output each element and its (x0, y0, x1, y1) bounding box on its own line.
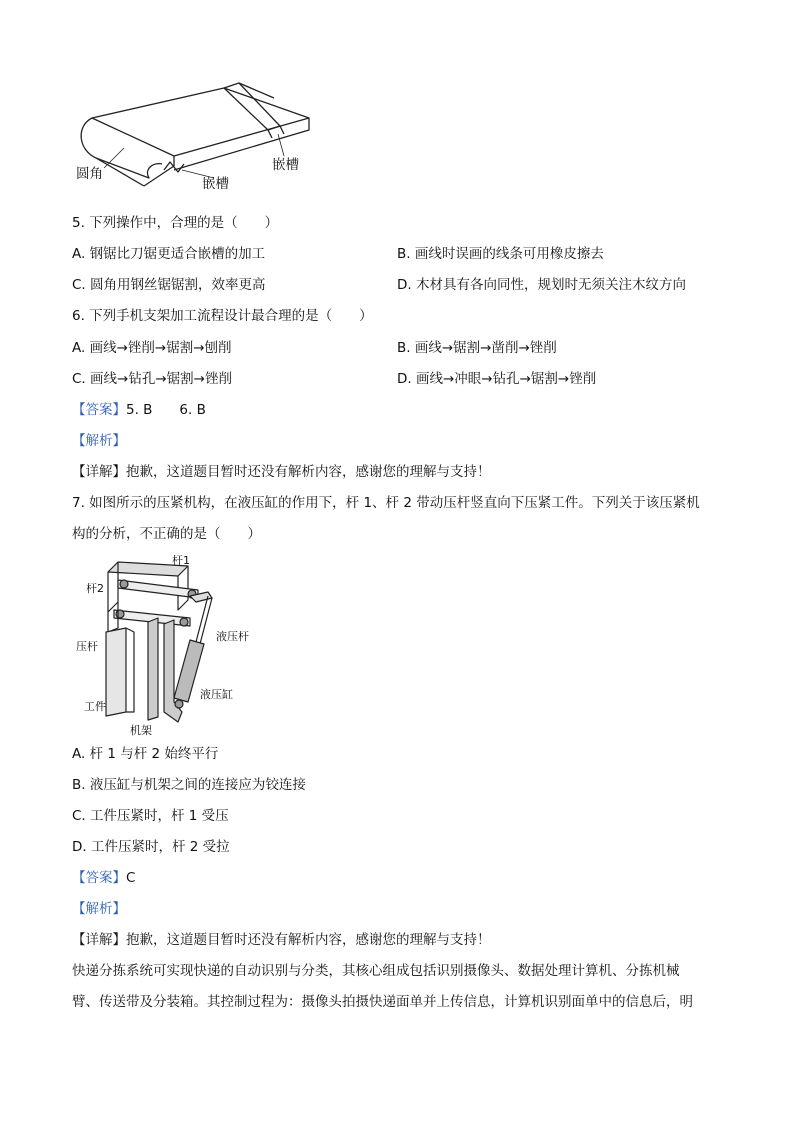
q7-option-d: D. 工件压紧时，杆 2 受拉 (72, 839, 230, 855)
detail7-text: 抱歉，这道题目暂时还没有解析内容，感谢您的理解与支持！ (126, 932, 491, 948)
q6-option-d: D. 画线→冲眼→钻孔→锯割→锉削 (397, 371, 597, 387)
answer-text: 5. B 6. B (126, 402, 206, 418)
answer-tag: 【答案】 (72, 402, 126, 418)
detail-7 (72, 931, 491, 949)
answer-5-6 (72, 401, 206, 419)
fig2-label-workpiece: 工件 (84, 700, 106, 713)
q5-option-b: B. 画线时误画的线条可用橡皮擦去 (397, 246, 604, 262)
q6-option-b: B. 画线→锯割→凿削→锉削 (397, 340, 557, 356)
fig1-label-round-corner: 圆角 (76, 166, 103, 182)
fig2-label-frame: 机架 (130, 724, 152, 737)
fig2-label-rod1: 杆1 (172, 554, 190, 567)
fig2-label-press-rod: 压杆 (76, 640, 98, 653)
q5-option-c: C. 圆角用钢丝锯锯割，效率更高 (72, 277, 266, 293)
q6-stem: 6. 下列手机支架加工流程设计最合理的是（ ） (72, 308, 373, 324)
q5-option-d: D. 木材具有各向同性，规划时无须关注木纹方向 (397, 277, 686, 293)
fig2-label-hydraulic-rod: 液压杆 (216, 630, 249, 643)
q5-option-a: A. 钢锯比刀锯更适合嵌槽的加工 (72, 246, 266, 262)
q7-option-a: A. 杆 1 与杆 2 始终平行 (72, 746, 219, 762)
answer-7 (72, 869, 135, 887)
q5-stem: 5. 下列操作中，合理的是（ ） (72, 215, 279, 231)
answer7-text: C (126, 870, 136, 886)
fig1-leader-lines (74, 78, 314, 193)
q7-option-c: C. 工件压紧时，杆 1 受压 (72, 808, 229, 824)
q6-option-a: A. 画线→锉削→锯割→刨削 (72, 340, 232, 356)
fig2-label-hydraulic-cylinder: 液压缸 (200, 688, 233, 701)
passage-line1: 快递分拣系统可实现快递的自动识别与分类，其核心组成包括识别摄像头、数据处理计算机、分拣机械 (72, 963, 680, 979)
q7-option-b: B. 液压缸与机架之间的连接应为铰连接 (72, 777, 306, 793)
detail-5-6 (72, 463, 491, 481)
analysis-5-6: 【解析】 (72, 433, 126, 449)
detail-text: 抱歉，这道题目暂时还没有解析内容，感谢您的理解与支持！ (126, 464, 491, 480)
detail-tag: 【详解】 (72, 464, 126, 480)
fig2-label-rod2: 杆2 (86, 582, 104, 595)
q6-option-c: C. 画线→钻孔→锯割→锉削 (72, 371, 232, 387)
detail7-tag: 【详解】 (72, 932, 126, 948)
analysis-7: 【解析】 (72, 901, 126, 917)
passage-line2: 臂、传送带及分装箱。其控制过程为：摄像头拍摄快递面单并上传信息，计算机识别面单中的信息后，明 (72, 994, 693, 1010)
q7-stem-line2: 构的分析，不正确的是（ ） (72, 526, 261, 542)
q7-stem-line1: 7. 如图所示的压紧机构，在液压缸的作用下，杆 1、杆 2 带动压杆竖直向下压紧工件。下列关于该压紧机 (72, 495, 700, 511)
fig1-label-groove-right: 嵌槽 (272, 157, 299, 173)
fig1-label-groove-bottom: 嵌槽 (202, 176, 229, 192)
answer7-tag: 【答案】 (72, 870, 126, 886)
